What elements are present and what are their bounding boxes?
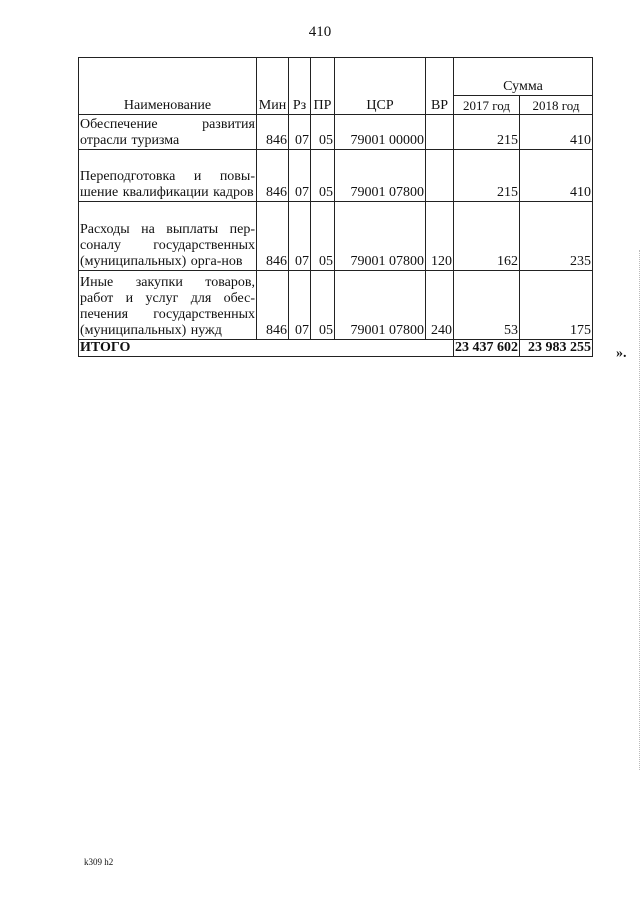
row-year-2018: 410 [520, 150, 593, 202]
row-pr: 05 [311, 150, 335, 202]
row-year-2017: 53 [454, 271, 520, 340]
row-min: 846 [257, 115, 289, 150]
row-name: Обеспечение развития отрасли туризма [79, 115, 257, 150]
row-rz: 07 [289, 271, 311, 340]
row-min: 846 [257, 202, 289, 271]
row-year-2017: 162 [454, 202, 520, 271]
header-year-2017: 2017 год [454, 95, 520, 114]
row-vr [426, 150, 454, 202]
row-year-2017: 215 [454, 150, 520, 202]
row-year-2018: 410 [520, 115, 593, 150]
row-min: 846 [257, 271, 289, 340]
row-year-2017: 215 [454, 115, 520, 150]
row-name: Иные закупки товаров, работ и услуг для обес-печения государственных (муниципальных) нужд [79, 271, 257, 340]
total-year-2018: 23 983 255 [520, 340, 593, 357]
margin-dotted-line [636, 250, 640, 770]
row-year-2018: 175 [520, 271, 593, 340]
header-vr: ВР [426, 58, 454, 115]
table-row [79, 150, 593, 202]
row-csr: 79001 07800 [335, 150, 426, 202]
header-min: Мин [257, 58, 289, 115]
header-name: Наименование [79, 58, 257, 115]
row-name: Расходы на выплаты пер-соналу государственных (муниципальных) орга-нов [79, 202, 257, 271]
row-pr: 05 [311, 115, 335, 150]
row-pr: 05 [311, 202, 335, 271]
row-vr: 120 [426, 202, 454, 271]
row-rz: 07 [289, 202, 311, 271]
total-year-2017: 23 437 602 [455, 340, 518, 355]
table-row [79, 271, 593, 340]
header-pr: ПР [311, 58, 335, 115]
table-row [79, 115, 593, 150]
row-pr: 05 [311, 271, 335, 340]
row-year-2018: 235 [520, 202, 593, 271]
header-year-2018: 2018 год [520, 95, 593, 114]
table-row [79, 202, 593, 271]
header-csr: ЦСР [335, 58, 426, 115]
row-rz: 07 [289, 150, 311, 202]
row-csr: 79001 00000 [335, 115, 426, 150]
row-min: 846 [257, 150, 289, 202]
header-sum: Сумма [454, 58, 593, 96]
row-csr: 79001 07800 [335, 202, 426, 271]
budget-table [78, 57, 593, 357]
header-rz: Рз [289, 58, 311, 115]
row-vr: 240 [426, 271, 454, 340]
row-csr: 79001 07800 [335, 271, 426, 340]
page-number: 410 [308, 24, 332, 40]
total-row [79, 340, 593, 357]
row-rz: 07 [289, 115, 311, 150]
row-name: Переподготовка и повы-шение квалификации кадров [79, 150, 257, 202]
closing-quote-mark: ». [616, 346, 627, 361]
total-label: ИТОГО [79, 340, 454, 357]
footer-code: k309 h2 [84, 857, 114, 867]
row-vr [426, 115, 454, 150]
